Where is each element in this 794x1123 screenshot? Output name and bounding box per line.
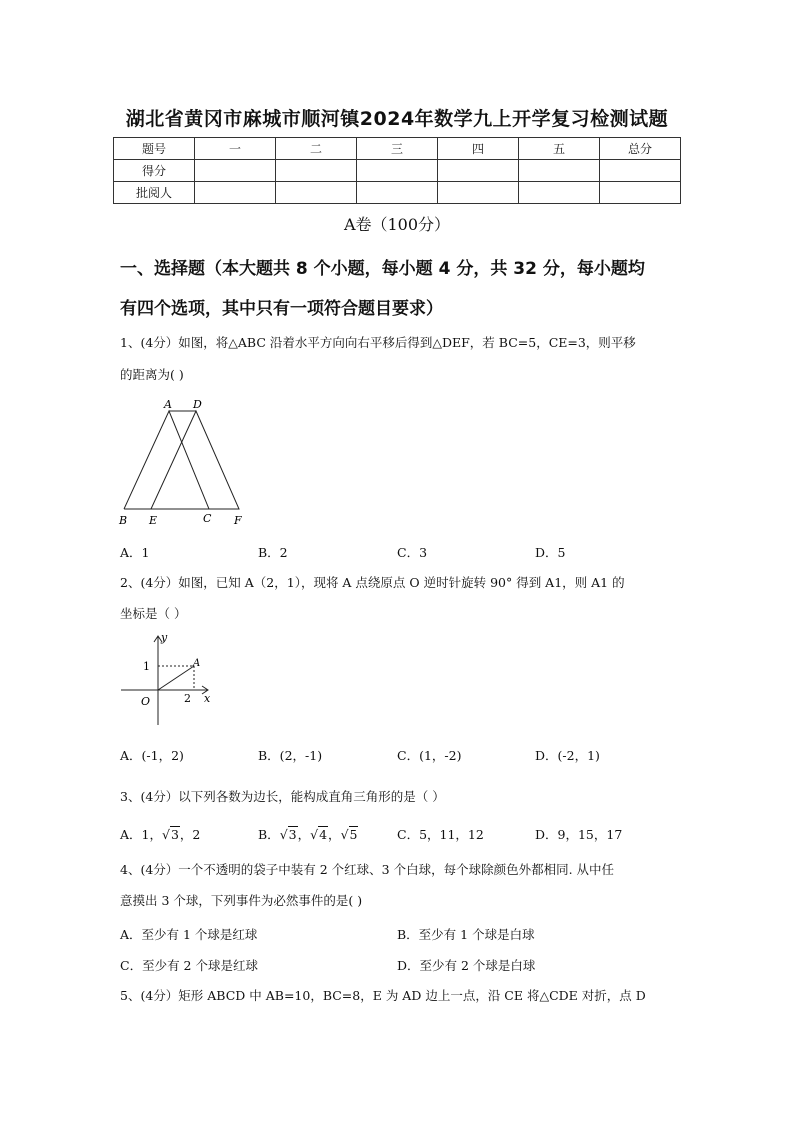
question-4-option-c: C．至少有 2 个球是红球: [120, 958, 258, 973]
table-cell: [276, 160, 357, 182]
label-c: C: [203, 512, 212, 525]
question-1-option-b: B．2: [258, 545, 288, 560]
table-cell: 一: [195, 138, 276, 160]
figure-triangle-translation: [115, 396, 255, 528]
option-text: ，2: [179, 827, 201, 842]
radicand: 5: [349, 827, 358, 842]
question-3-option-d: D．9，15，17: [535, 827, 623, 842]
label-a: A: [164, 398, 172, 411]
table-cell: [438, 182, 519, 204]
question-4-line1: 4、(4分）一个不透明的袋子中装有 2 个红球、3 个白球，每个球除颜色外都相同. 从中任: [120, 862, 615, 877]
question-3-option-a: [120, 825, 200, 843]
question-1-line2: 的距离为( ): [120, 367, 184, 382]
question-1-option-c: C．3: [397, 545, 428, 560]
table-cell: [195, 160, 276, 182]
label-d: D: [193, 398, 202, 411]
label-f: F: [234, 514, 242, 527]
score-table: [113, 137, 681, 204]
table-cell: 三: [357, 138, 438, 160]
sqrt-symbol: √5: [340, 827, 358, 842]
question-1-option-d: D．5: [535, 545, 566, 560]
table-cell: 二: [276, 138, 357, 160]
table-cell: 总分: [600, 138, 681, 160]
segment-oa: [158, 666, 194, 690]
question-3-option-b: [258, 825, 358, 843]
label-tick-2: 2: [184, 692, 191, 705]
table-cell: 四: [438, 138, 519, 160]
table-cell: [519, 182, 600, 204]
radicand: 4: [319, 827, 328, 842]
option-text: B．: [258, 827, 280, 842]
page-title: 湖北省黄冈市麻城市顺河镇2024年数学九上开学复习检测试题: [125, 108, 669, 130]
option-text: A．1，: [120, 827, 162, 842]
sqrt-symbol: √3: [279, 827, 297, 842]
section-a-heading: A卷（100分）: [343, 215, 451, 234]
table-cell: 批阅人: [114, 182, 195, 204]
score-table-row: [114, 182, 681, 204]
label-x: x: [204, 692, 211, 705]
question-3-option-c: C．5，11，12: [397, 827, 484, 842]
sqrt-symbol: √4: [310, 827, 328, 842]
table-cell: [600, 182, 681, 204]
table-cell: [357, 160, 438, 182]
label-y: y: [161, 631, 168, 644]
label-b: B: [119, 514, 128, 527]
question-2-option-c: C．(1，-2): [397, 748, 462, 763]
question-1-line1: 1、(4分）如图，将△ABC 沿着水平方向向右平移后得到△DEF，若 BC=5，CE=3，则平移: [120, 335, 636, 350]
option-text: ，: [328, 827, 341, 842]
score-table-row: [114, 160, 681, 182]
question-1-option-a: A．1: [120, 545, 150, 560]
table-cell: [276, 182, 357, 204]
label-tick-1: 1: [143, 660, 150, 673]
question-4-line2: 意摸出 3 个球，下列事件为必然事件的是( ): [120, 893, 363, 908]
part1-heading-line1: 一、选择题（本大题共 8 个小题，每小题 4 分，共 32 分，每小题均: [120, 259, 645, 279]
table-cell: [600, 160, 681, 182]
sqrt-symbol: √3: [161, 827, 179, 842]
question-2-line1: 2、(4分）如图，已知 A（2，1），现将 A 点绕原点 O 逆时针旋转 90° 得到 A1，则 A1 的: [120, 575, 625, 590]
question-4-option-a: A．至少有 1 个球是红球: [120, 927, 258, 942]
question-2-option-a: A．(-1，2): [120, 748, 184, 763]
question-3-line1: 3、(4分）以下列各数为边长，能构成直角三角形的是（ ）: [120, 789, 445, 804]
question-2-option-d: D．(-2，1): [535, 748, 600, 763]
triangle-abc: [124, 411, 209, 509]
question-4-option-b: B．至少有 1 个球是白球: [397, 927, 535, 942]
table-cell: [519, 160, 600, 182]
figure-coordinate-plane: [118, 630, 218, 730]
radicand: 3: [170, 827, 179, 842]
table-cell: 五: [519, 138, 600, 160]
question-2-option-b: B．(2，-1): [258, 748, 323, 763]
radicand: 3: [288, 827, 297, 842]
table-cell: 得分: [114, 160, 195, 182]
triangle-def: [151, 411, 239, 509]
table-cell: [357, 182, 438, 204]
part1-heading-line2: 有四个选项，其中只有一项符合题目要求）: [120, 299, 443, 319]
label-origin: O: [141, 695, 151, 708]
score-table-header-row: [114, 138, 681, 160]
table-cell: 题号: [114, 138, 195, 160]
table-cell: [438, 160, 519, 182]
table-cell: [195, 182, 276, 204]
label-e: E: [149, 514, 158, 527]
option-text: ，: [297, 827, 311, 842]
question-2-line2: 坐标是（ ）: [120, 606, 187, 621]
label-point-a: A: [193, 658, 201, 669]
question-4-option-d: D．至少有 2 个球是白球: [397, 958, 536, 973]
question-5-line1: 5、(4分）矩形 ABCD 中 AB=10，BC=8，E 为 AD 边上一点，沿 CE 将△CDE 对折，点 D: [120, 988, 646, 1003]
